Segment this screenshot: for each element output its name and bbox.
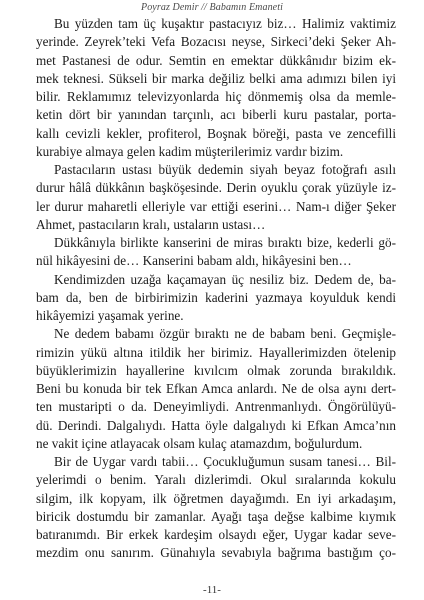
text-line: bam da, ben de birbirimizin kaderini yazmaya koyulduk kendi <box>36 289 396 305</box>
text-line: Beni bu konuda bir tek Efkan Amca anlardı. Ne de olsa aynı dert- <box>36 381 396 396</box>
text-line: ketin dört bir yanından tarçınlı, acı biberli kuru pastalar, porta- <box>36 107 396 123</box>
text-line: ne vakit içine atlayacak olsam kulaç atamazdım, boğulurdum. <box>36 435 363 451</box>
text-line: hikâyemizi yaşamak yerine. <box>36 308 184 323</box>
text-line: bilir. Reklamımız televizyonlarda hiç dönmemiş olsa da memle- <box>36 89 396 104</box>
text-line: mezdim onu sanırım. Günahıyla sevabıyla bağrıma bastığım ço- <box>36 545 396 561</box>
text-line: Pastacıların ustası büyük dedemin siyah beyaz fotoğrafı asılı <box>54 162 396 177</box>
text-line: ten mustaripti o da. Deneyimliydi. Antrenmanlıydı. Öngörülüyü- <box>36 399 396 415</box>
text-line: yerinde. Zeyrek’teki Vefa Bozacısı neyse, Sirkeci’deki Şeker Ah- <box>36 34 396 50</box>
text-line: silgim, ilk kopyam, ilk öğretmen dayağımdı. En iyi arkadaşım, <box>36 490 396 506</box>
text-line: yelerimdi o benim. Yaralı dizlerimdi. Okul sıralarında kokulu <box>36 472 396 488</box>
text-line: durur hâlâ dükkânın başköşesinde. Derin oyuklu çorak yüzüyle iz- <box>36 180 396 196</box>
text-line: Kendimizden uzağa kaçamayan üç nesiliz biz. Dedem de, ba- <box>54 271 396 287</box>
text-line: met Pastanesi de odur. Semtin en emektar dükkânıdır bizim ek- <box>36 52 396 68</box>
text-line: Ahmet, pastacıların kralı, ustaların ustası… <box>36 216 266 232</box>
body-text <box>36 15 396 563</box>
text-line: mek teknesi. Sükseli bir marka değiliz belki ama adımızı bilen iyi <box>36 70 396 86</box>
running-header: Poyraz Demir // Babamın Emaneti <box>141 2 283 13</box>
page-number: -11- <box>203 584 221 596</box>
text-line: biricik dostumdu bir zamanlar. Ayağı taşa değse kalbime kıymık <box>36 508 396 524</box>
text-line: kurabiye almaya gelen kadim müşterilerimiz vardır bizim. <box>36 143 344 159</box>
text-line: Ne dedem babamı özgür bıraktı ne de babam beni. Geçmişle- <box>54 326 396 342</box>
text-line: kallı cevizli kekler, profiterol, Boşnak böreği, pasta ve zencefilli <box>36 125 396 141</box>
text-line: Bu yüzden tam üç kuşaktır pastacıyız biz… Halimiz vaktimiz <box>54 16 396 31</box>
text-line: dü. Derindi. Dalgalıydı. Hatta öyle dalgalıydı ki Efkan Amca’nın <box>36 417 396 433</box>
text-line: rimizin yükü altına itildik her birimiz. Hayallerimizden ötelenip <box>36 344 396 360</box>
text-line: ler durur maharetli elleriyle var ettiği eserini… Nam-ı diğer Şeker <box>36 198 396 214</box>
text-line: büyüklerimizin hayallerine kıvılcım olmak zorunda bırakıldık. <box>36 362 396 378</box>
text-line: Bir de Uygar vardı tabii… Çocukluğumun susam tanesi… Bil- <box>54 454 396 469</box>
text-line: batıranımdı. Bir erkek kardeşim olsaydı eğer, Uygar kadar seve- <box>36 527 396 542</box>
text-line: Dükkânıyla birlikte kanserini de miras bıraktı bize, kederli gö- <box>54 235 396 250</box>
text-line: nül hikâyesini de… Kanserini babam aldı, hikâyesini ben… <box>36 253 352 269</box>
